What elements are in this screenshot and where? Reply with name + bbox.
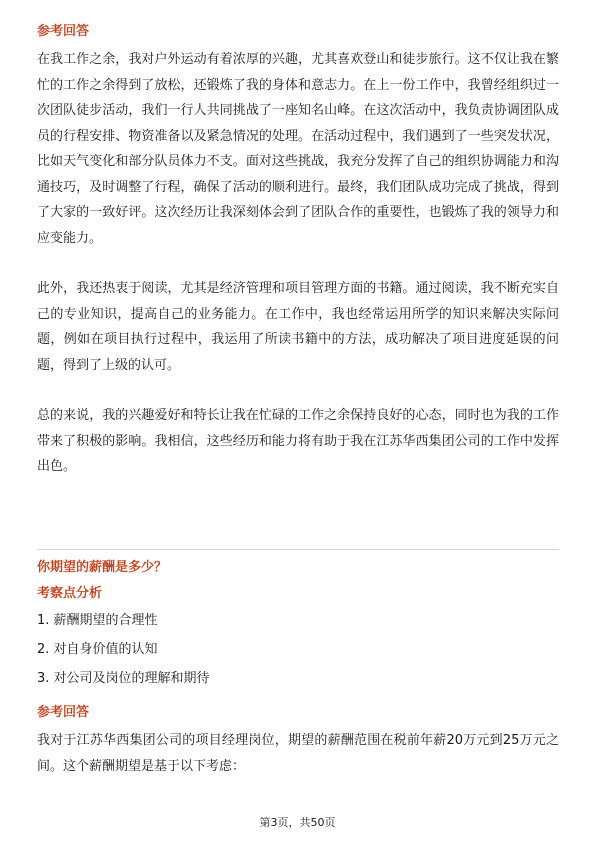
section-divider — [37, 549, 559, 550]
page-number: 第3页，共50页 — [259, 816, 336, 829]
reference-answer-heading: 参考回答 — [37, 24, 90, 39]
list-item: 3. 对公司及岗位的理解和期待 — [37, 671, 210, 686]
analysis-heading: 考察点分析 — [37, 586, 103, 601]
answer-paragraph: 在我工作之余，我对户外运动有着浓厚的兴趣，尤其喜欢登山和徒步旅行。这不仅让我在繁忙的工作之余得到了放松，还锻炼了我的身体和意志力。在上一份工作中，我曾经组织过一次团队徒步活动，我们一行人共同挑战了一座知名山峰。在这次活动中，我负责协调团队成员的行程安排、物资准备以及紧急情况的处理。在活动过程中，我们遇到了一些突发状况，比如天气变化和部分队员体力不支。面对这些挑战，我充分发挥了自己的组织协调能力和沟通技巧，及时调整了行程，确保了活动的顺利进行。最终，我们团队成功完成了挑战，得到了大家的一致好评。这次经历让我深刻体会到了团队合作的重要性，也锻炼了我的领导力和应变能力。 — [37, 52, 559, 246]
answer-paragraph: 总的来说，我的兴趣爱好和特长让我在忙碌的工作之余保持良好的心态，同时也为我的工作带来了积极的影响。我相信，这些经历和能力将有助于我在江苏华西集团公司的工作中发挥出色。 — [37, 408, 559, 474]
answer-body — [37, 47, 559, 480]
list-item: 1. 薪酬期望的合理性 — [37, 613, 158, 628]
answer-paragraph: 我对于江苏华西集团公司的项目经理岗位，期望的薪酬范围在税前年薪20万元到25万元之间。这个薪酬期望是基于以下考虑： — [37, 733, 559, 774]
reference-answer-heading: 参考回答 — [37, 705, 90, 720]
question-heading: 你期望的薪酬是多少？ — [37, 560, 168, 575]
answer-paragraph: 此外，我还热衷于阅读，尤其是经济管理和项目管理方面的书籍。通过阅读，我不断充实自己的专业知识，提高自己的业务能力。在工作中，我也经常运用所学的知识来解决实际问题，例如在项目执行过程中，我运用了所读书籍中的方法，成功解决了项目进度延误的问题，得到了上级的认可。 — [37, 281, 559, 373]
list-item: 2. 对自身价值的认知 — [37, 642, 158, 657]
analysis-list — [37, 606, 210, 693]
